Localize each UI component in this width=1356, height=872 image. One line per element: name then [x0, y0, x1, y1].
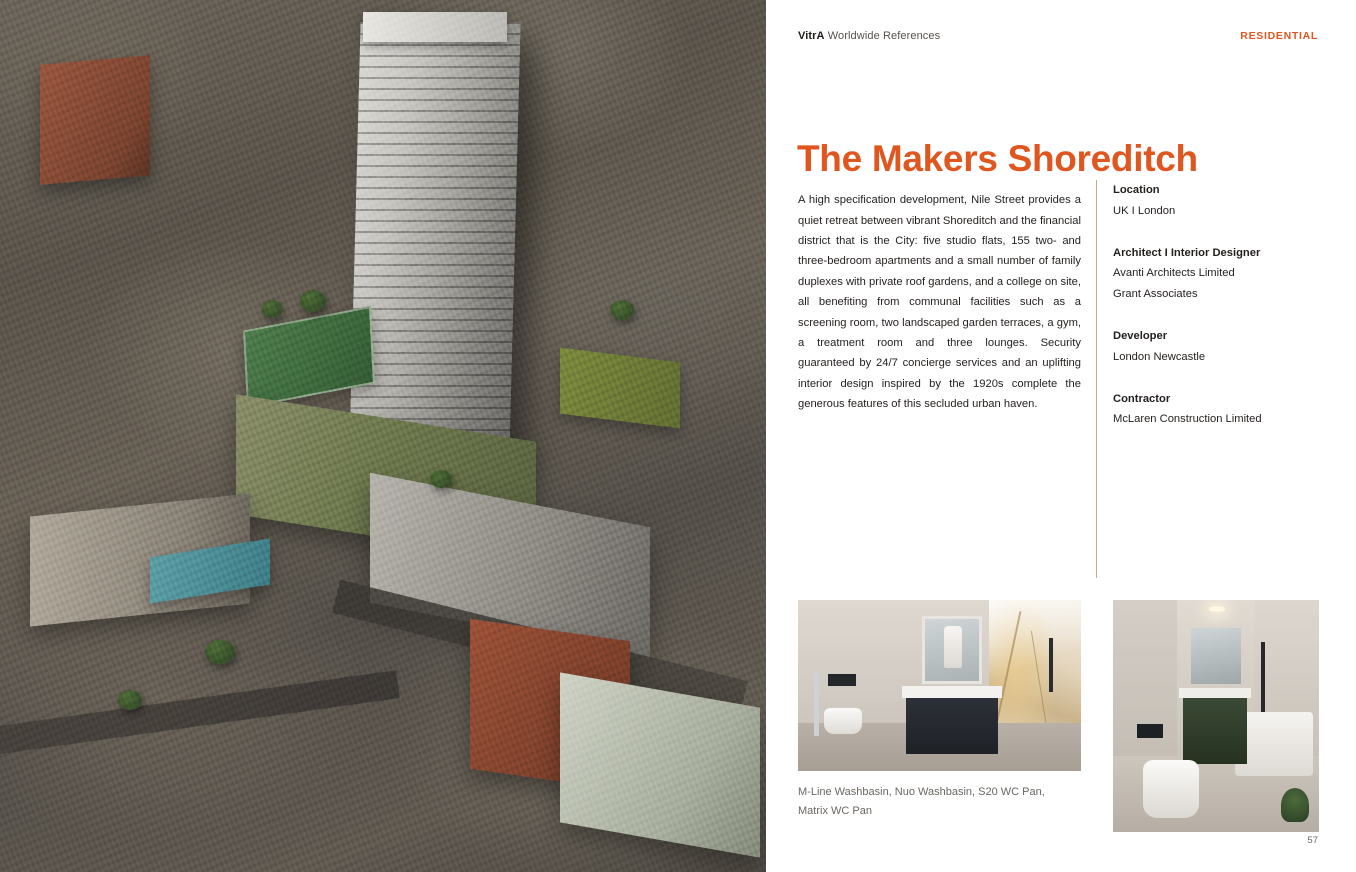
location-value: UK I London: [1113, 204, 1176, 217]
page-content: [766, 0, 1356, 872]
location-label: Location: [1113, 184, 1160, 196]
vertical-divider: [1096, 180, 1097, 578]
brand-suffix: Worldwide References: [824, 30, 941, 42]
thumbnail-two-block: [1113, 600, 1319, 832]
bathroom-image-one: [798, 600, 1081, 771]
grab-rail: [814, 670, 819, 736]
category-label: RESIDENTIAL: [1240, 30, 1318, 42]
wall-hung-wc-pan: [824, 708, 862, 734]
flush-plate: [828, 674, 856, 686]
brand-line: [798, 30, 940, 42]
thumbnail-one-block: [798, 600, 1081, 832]
countertop-basin: [1179, 688, 1251, 698]
image-caption: [798, 783, 1058, 821]
credit-architect: [1113, 243, 1356, 305]
thumbnail-row: [798, 600, 1318, 832]
contractor-value: McLaren Construction Limited: [1113, 413, 1262, 426]
shower-column: [1261, 642, 1265, 712]
architect-label: Architect I Interior Designer: [1113, 246, 1261, 259]
caption-line-two: Matrix WC Pan: [798, 805, 872, 817]
credit-location: [1113, 180, 1356, 222]
mirror: [1191, 628, 1241, 684]
brand-name: VitrA: [798, 30, 825, 42]
credit-developer: [1113, 326, 1356, 368]
washbasin: [902, 686, 1002, 698]
wc-pan: [1143, 760, 1199, 818]
flush-plate: [1137, 724, 1163, 738]
shower-column: [1049, 638, 1053, 692]
caption-line-one: M-Line Washbasin, Nuo Washbasin, S20 WC Pan,: [798, 786, 1045, 798]
marble-vein: [995, 611, 1022, 729]
green-vanity-unit: [1183, 696, 1247, 764]
developer-label: Developer: [1113, 329, 1168, 342]
contractor-label: Contractor: [1113, 392, 1171, 405]
project-credits: [1113, 180, 1356, 451]
bathroom-image-two: [1113, 600, 1319, 832]
page-number: 57: [1307, 835, 1318, 846]
vanity-unit: [906, 696, 998, 754]
architect-value-secondary: Grant Associates: [1113, 288, 1198, 301]
developer-value: London Newcastle: [1113, 350, 1206, 363]
page-title: The Makers Shoreditch: [797, 137, 1198, 179]
bathrobe: [944, 626, 962, 668]
running-head: [798, 30, 1318, 42]
project-description: A high specification development, Nile Street provides a quiet retreat between vibrant Shoreditch and the financial district that is the City: five studio flats, 155 two- and three-bedroom apartments and a small number of family duplexes with private roof gardens, and a college on site, all benefiting from communal facilities such as a screening room, two landscaped garden terraces, a gym, a treatment room and three lounges. Security guaranteed by 24/7 concierge services and an uplifting interior design inspired by the 1920s complete the generous features of this secluded urban haven.: [798, 194, 1081, 411]
plant: [1281, 788, 1309, 822]
architect-value-primary: Avanti Architects Limited: [1113, 267, 1235, 280]
ceiling-light: [1209, 606, 1225, 612]
credit-contractor: [1113, 389, 1356, 431]
